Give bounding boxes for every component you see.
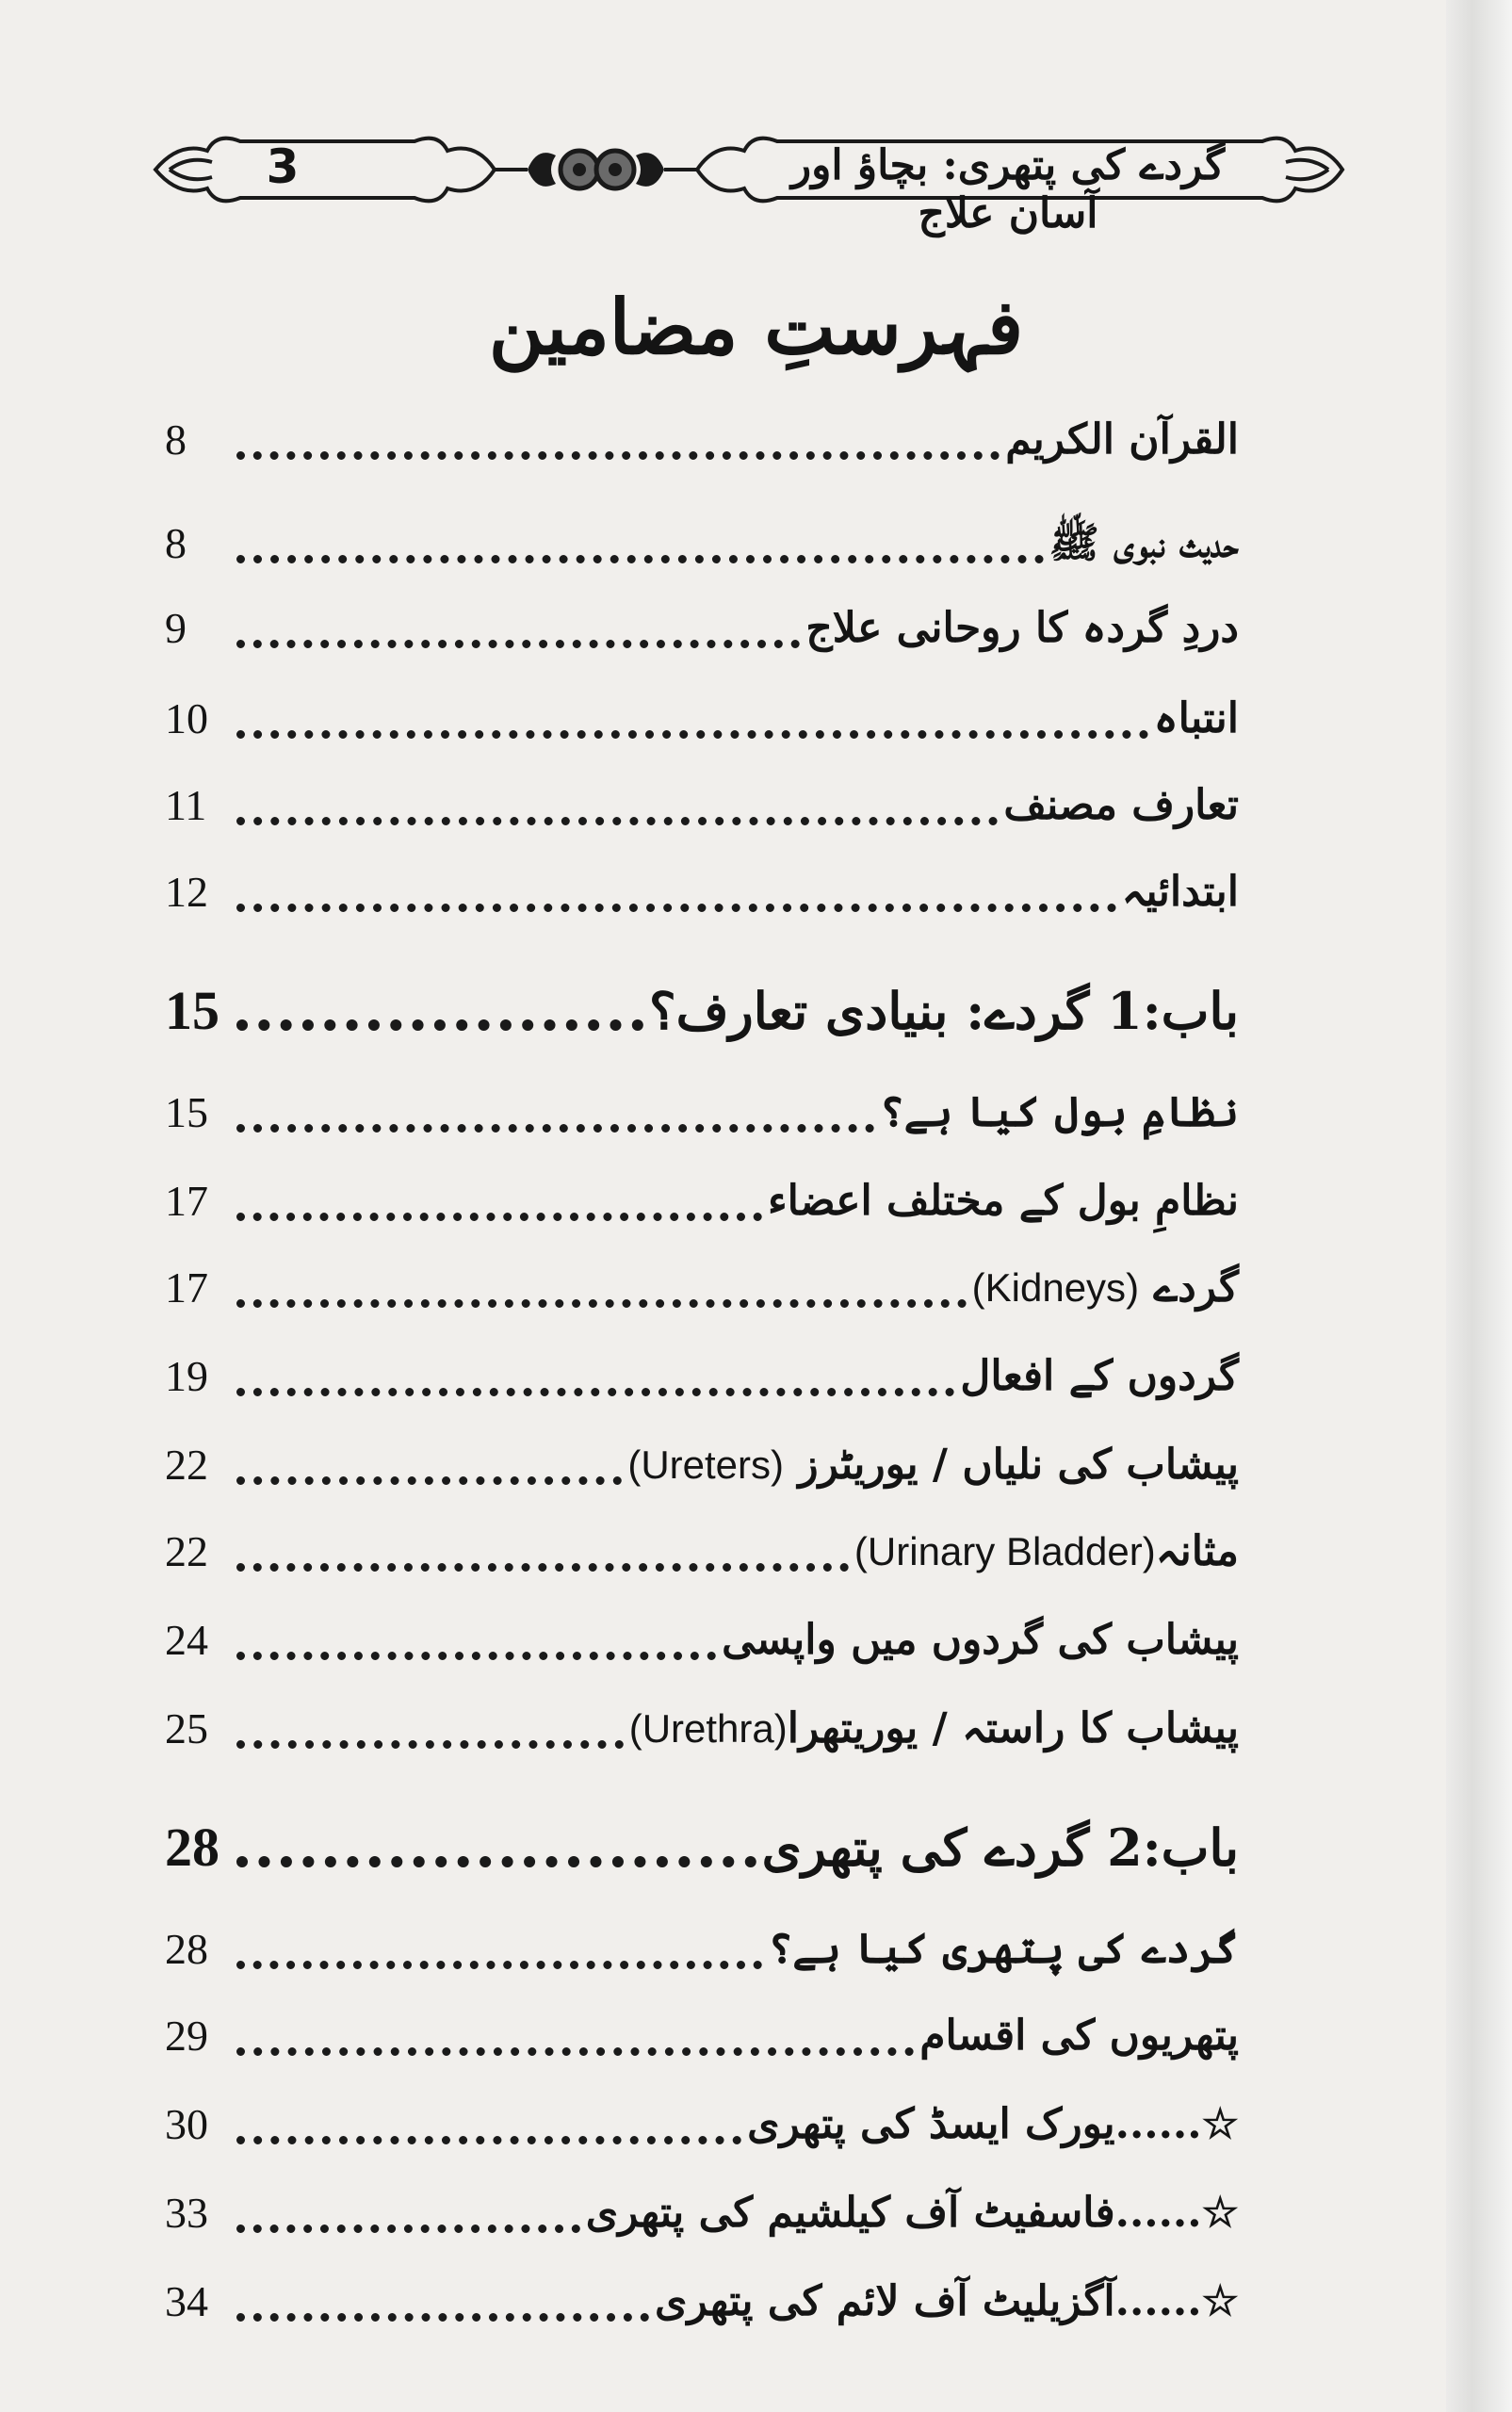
dot-leader	[236, 817, 998, 825]
dot-leader	[236, 451, 1000, 460]
toc-entry-title: تعارف مصنف	[1003, 781, 1239, 829]
toc-entry	[165, 686, 1239, 752]
page-number: 3	[266, 139, 300, 194]
toc-heading: فہرستِ مضامین	[488, 283, 1024, 371]
toc-entry-title: پیشاب کی نلیاں / یوریٹرز (Ureters)	[627, 1441, 1239, 1489]
dot-leader	[236, 2136, 741, 2144]
toc-entry-page: 15	[165, 1088, 208, 1136]
toc-entry-page: 25	[165, 1704, 208, 1752]
english-term: (Kidneys)	[971, 1265, 1140, 1310]
dot-leader	[236, 1856, 756, 1867]
dot-leader	[236, 1476, 622, 1485]
toc-entry	[165, 1255, 1239, 1321]
toc-entry-page: 17	[165, 1177, 208, 1225]
chapter-entry	[165, 978, 1239, 1044]
chapter-page: 28	[165, 1817, 219, 1878]
toc-entry	[165, 2003, 1239, 2069]
toc-entry	[165, 1519, 1239, 1585]
toc-entry	[165, 1696, 1239, 1762]
toc-entry-title: پیشاب کا راستہ / یوریتھرا(Urethra)	[628, 1704, 1239, 1752]
chapter-entry	[165, 1815, 1239, 1881]
toc-entry-page: 29	[165, 2012, 208, 2060]
toc-entry	[165, 511, 1239, 577]
running-title: گردے کی پتھری: بچاؤ اور آسان علاج	[790, 141, 1226, 237]
dot-leader	[236, 730, 1148, 739]
chapter-title: باب:2 گردے کی پتھری	[761, 1817, 1239, 1878]
english-term: (Urethra)	[628, 1706, 788, 1751]
toc-entry	[165, 2180, 1239, 2246]
toc-entry-title: ابتدائیہ	[1121, 868, 1239, 916]
toc-entry-title: پتھریوں کی اقسام	[919, 2012, 1239, 2060]
dot-leader	[236, 1213, 762, 1221]
toc-entry-title: ☆......یورک ایسڈ کی پتھری	[747, 2100, 1239, 2148]
dot-leader	[236, 1563, 849, 1572]
toc-entry-page: 11	[165, 781, 207, 829]
toc-entry-page: 8	[165, 416, 187, 464]
toc-entry-title: پیشاب کی گردوں میں واپسی	[722, 1616, 1239, 1664]
toc-entry-title: دردِ گردہ کا روحانی علاج	[805, 604, 1239, 652]
toc-entry-title: مثانہ(Urinary Bladder)	[854, 1527, 1239, 1575]
toc-entry	[165, 1432, 1239, 1498]
toc-entry	[165, 595, 1239, 661]
toc-entry	[165, 407, 1239, 473]
toc-entry-page: 24	[165, 1616, 208, 1664]
toc-entry-page: 33	[165, 2189, 208, 2237]
dot-leader	[236, 1124, 874, 1133]
toc-entry-title: ☆......فاسفیٹ آف کیلشیم کی پتھری	[585, 2189, 1239, 2237]
toc-entry-title: گردے کی پتھری کیا ہے؟	[768, 1925, 1239, 1973]
toc-entry-page: 22	[165, 1441, 208, 1489]
toc-entry	[165, 773, 1239, 839]
toc-entry	[165, 2092, 1239, 2158]
toc-entry-page: 17	[165, 1263, 208, 1312]
dot-leader	[236, 1019, 643, 1031]
toc-entry-page: 10	[165, 694, 208, 742]
toc-entry-page: 28	[165, 1925, 208, 1973]
chapter-page: 15	[165, 980, 219, 1041]
toc-entry-page: 9	[165, 604, 187, 652]
dot-leader	[236, 904, 1116, 912]
toc-entry-title: ☆......آگزیلیٹ آف لائم کی پتھری	[655, 2277, 1239, 2325]
toc-entry	[165, 1168, 1239, 1234]
toc-entry-page: 34	[165, 2277, 208, 2325]
toc-entry-title: حدیث نبوی ﷺ	[1049, 519, 1239, 567]
toc-entry	[165, 1080, 1239, 1146]
dot-leader	[236, 2225, 580, 2233]
dot-leader	[236, 2313, 649, 2322]
dot-leader	[236, 1299, 967, 1308]
dot-leader	[236, 1740, 624, 1749]
english-term: (Urinary Bladder)	[854, 1529, 1156, 1573]
toc-entry-page: 19	[165, 1352, 208, 1400]
chapter-title: باب:1 گردے: بنیادی تعارف؟	[648, 981, 1239, 1041]
toc-entry-page: 12	[165, 868, 208, 916]
toc-entry-page: 22	[165, 1527, 208, 1575]
toc-entry-title: نظامِ بول کیا ہے؟	[879, 1088, 1239, 1136]
dot-leader	[236, 1388, 954, 1396]
toc-entry-title: نظامِ بول کے مختلف اعضاء	[767, 1177, 1239, 1225]
dot-leader	[236, 1961, 762, 1969]
dot-leader	[236, 1652, 716, 1660]
toc-entry-title: القرآن الکریم	[1005, 416, 1239, 464]
dot-leader	[236, 640, 800, 648]
toc-entry-title: گردے (Kidneys)	[971, 1263, 1239, 1312]
toc-entry	[165, 1916, 1239, 1982]
toc-entry	[165, 1607, 1239, 1673]
toc-entry	[165, 1344, 1239, 1410]
toc-entry-title: گردوں کے افعال	[960, 1352, 1239, 1400]
english-term: (Ureters)	[627, 1442, 785, 1487]
toc-entry-page: 8	[165, 519, 187, 567]
dot-leader	[236, 555, 1044, 563]
toc-entry-page: 30	[165, 2100, 208, 2148]
dot-leader	[236, 2047, 914, 2056]
toc-entry	[165, 2269, 1239, 2335]
toc-entry-title: انتباہ	[1153, 694, 1239, 742]
toc-entry	[165, 859, 1239, 925]
